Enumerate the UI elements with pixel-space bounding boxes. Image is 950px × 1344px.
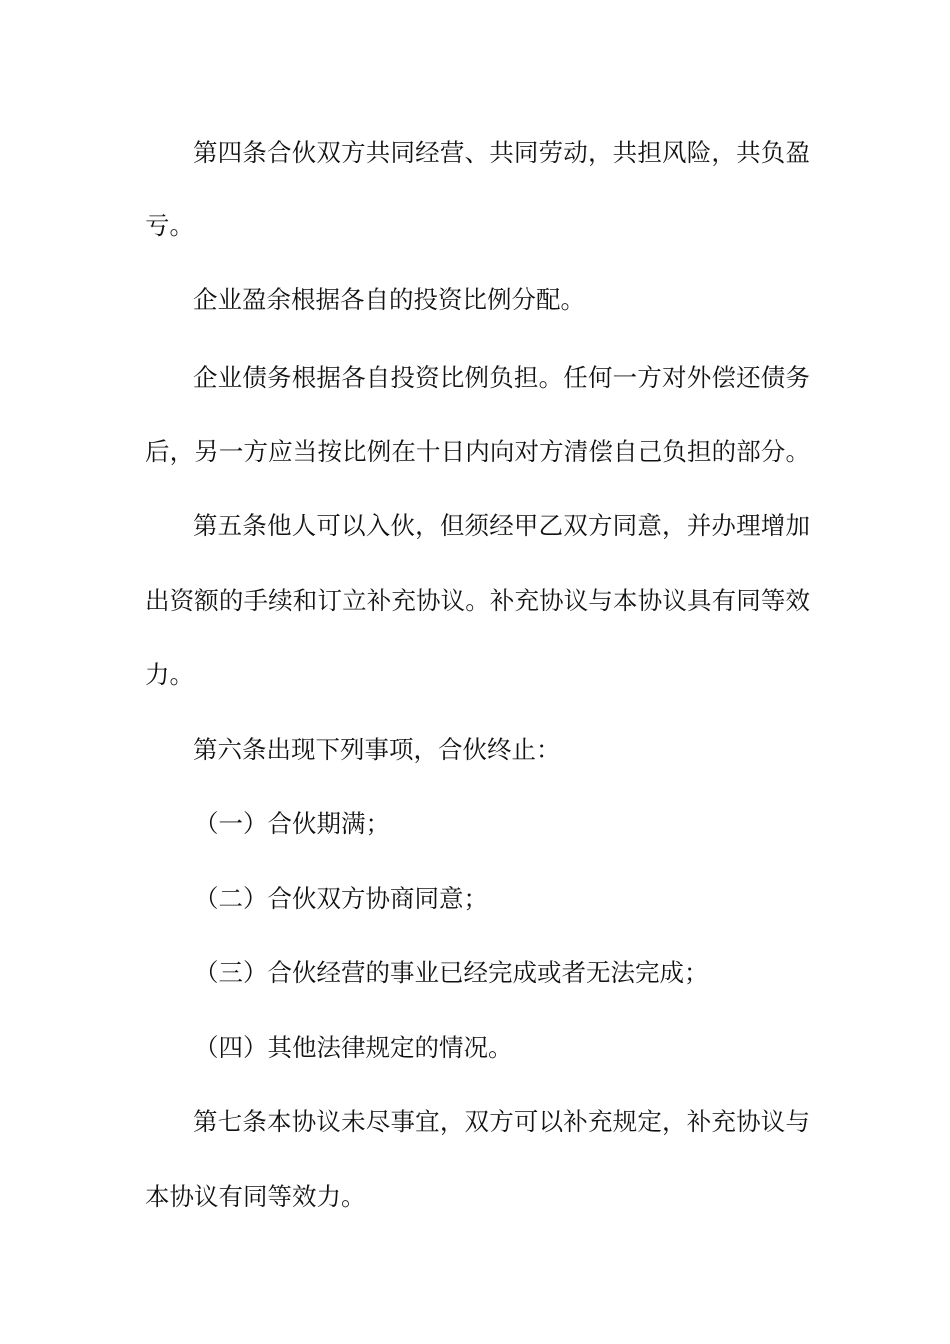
termination-item-3: （三）合伙经营的事业已经完成或者无法完成； [194, 958, 709, 987]
termination-item-4: （四）其他法律规定的情况。 [194, 1033, 513, 1062]
profit-distribution-paragraph: 企业盈余根据各自的投资比例分配。 [193, 285, 585, 314]
debt-paragraph-line-1: 企业债务根据各自投资比例负担。任何一方对外偿还债务 [193, 363, 810, 392]
article-7-line-2: 本协议有同等效力。 [145, 1182, 366, 1211]
termination-item-1: （一）合伙期满； [194, 809, 390, 838]
article-5-line-3: 力。 [145, 660, 194, 689]
article-5-line-2: 出资额的手续和订立补充协议。补充协议与本协议具有同等效 [145, 586, 810, 615]
article-6-heading: 第六条出现下列事项，合伙终止： [193, 735, 561, 764]
termination-item-2: （二）合伙双方协商同意； [194, 884, 488, 913]
article-4-line-1: 第四条合伙双方共同经营、共同劳动，共担风险，共负盈 [193, 138, 810, 167]
article-4-line-2: 亏。 [145, 211, 194, 240]
debt-paragraph-line-2: 后，另一方应当按比例在十日内向对方清偿自己负担的部分。 [145, 437, 810, 466]
article-5-line-1: 第五条他人可以入伙，但须经甲乙双方同意，并办理增加 [193, 511, 810, 540]
article-7-line-1: 第七条本协议未尽事宜，双方可以补充规定，补充协议与 [193, 1107, 810, 1136]
